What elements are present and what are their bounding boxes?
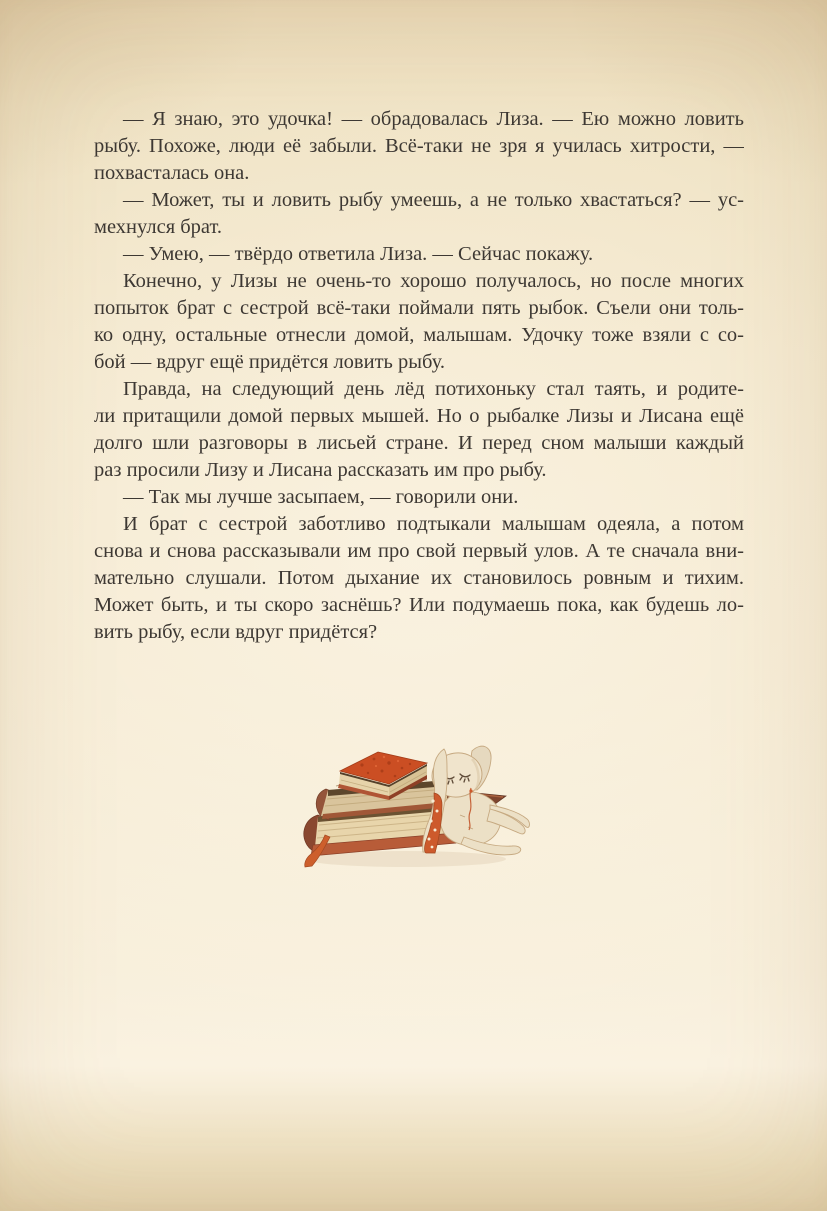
text-line: Может быть, и ты скоро заснёшь? Или подумаешь пока, как будешь ло- (94, 594, 744, 616)
text-line: долго шли разговоры в лисьей стране. И перед сном малыши каждый (94, 432, 744, 454)
text-line: мательно слушали. Потом дыхание их становилось ровным и тихим. (94, 567, 744, 589)
text-line: снова и снова рассказывали им про свой первый улов. А те сначала вни- (94, 540, 744, 562)
text-line: И брат с сестрой заботливо подтыкали малышам одеяла, а потом (123, 513, 744, 535)
text-line: вить рыбу, если вдруг придётся? (94, 621, 378, 643)
text-line: раз просили Лизу и Лисана рассказать им про рыбу. (94, 459, 547, 481)
paragraph (94, 106, 744, 187)
text-line: бой — вдруг ещё придётся ловить рыбу. (94, 351, 446, 373)
paragraph (94, 241, 744, 268)
story-text (94, 106, 744, 646)
text-line: Конечно, у Лизы не очень-то хорошо получалось, но после многих (123, 270, 744, 292)
plush-bunny (423, 749, 530, 855)
text-line: — Умею, — твёрдо ответила Лиза. — Сейчас покажу. (123, 243, 594, 265)
paragraph (94, 484, 744, 511)
text-line: мехнулся брат. (94, 216, 223, 238)
text-line: — Может, ты и ловить рыбу умеешь, а не только хвастаться? — ус- (123, 189, 744, 211)
text-line: ко одну, остальные отнесли домой, малышам. Удочку тоже взяли с со- (94, 324, 744, 346)
text-line: похвасталась она. (94, 162, 250, 184)
text-line: — Так мы лучше засыпаем, — говорили они. (123, 486, 519, 508)
books-bunny-illustration (294, 735, 539, 875)
text-line: попыток брат с сестрой всё-таки поймали пять рыбок. Съели они толь- (94, 297, 744, 319)
text-line: — Я знаю, это удочка! — обрадовалась Лиза. — Ею можно ловить (123, 108, 744, 130)
text-line: рыбу. Похоже, люди её забыли. Всё-таки не зря я училась хитрости, — (94, 135, 744, 157)
paragraph (94, 376, 744, 484)
text-line: ли притащили домой первых мышей. Но о рыбалке Лизы и Лисана ещё (94, 405, 744, 427)
paragraph (94, 268, 744, 376)
paragraph (94, 187, 744, 241)
bunny-leg (461, 837, 521, 855)
paragraph (94, 511, 744, 646)
text-line: Правда, на следующий день лёд потихоньку стал таять, и родите- (123, 378, 744, 400)
